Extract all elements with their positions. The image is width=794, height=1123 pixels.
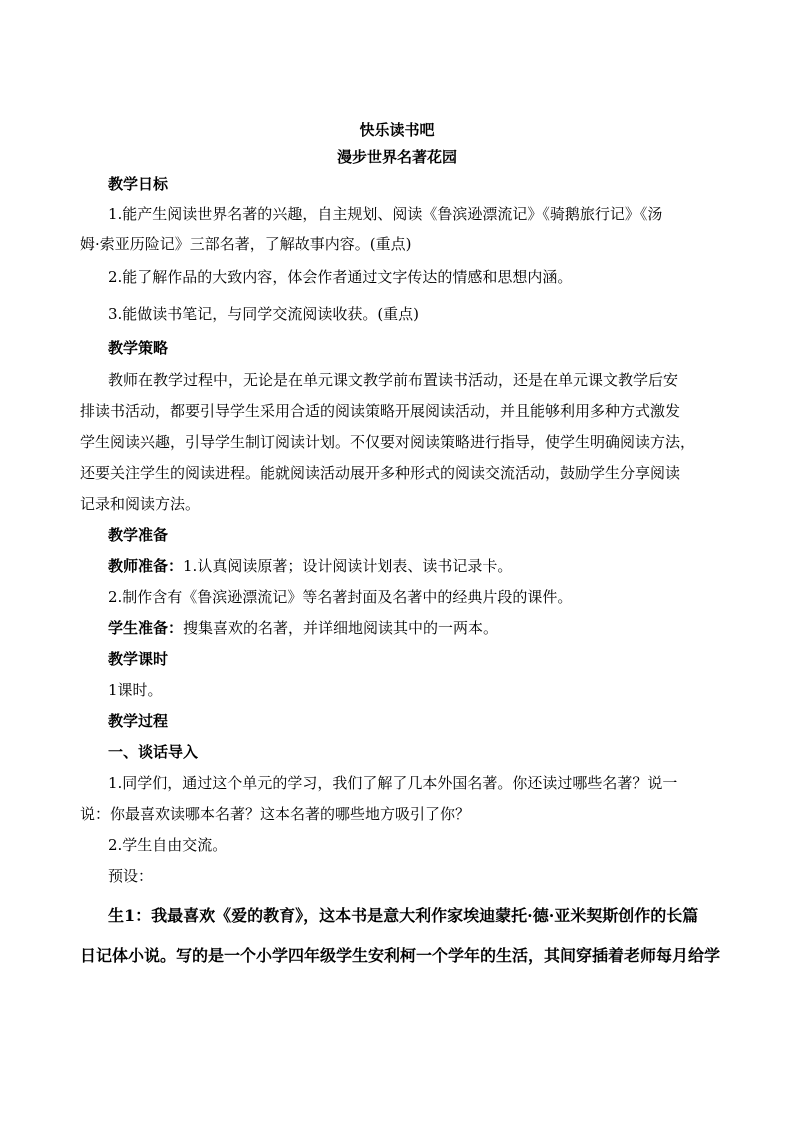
goals-heading: 教学日标	[108, 175, 169, 193]
strategy-line-2: 排读书活动，都要引导学生采用合适的阅读策略开展阅读活动，并且能够利用多种方式激发	[80, 402, 681, 420]
section-1-item-1-line-1: 1.同学们，通过这个单元的学习，我们了解了几本外国名著。你还读过哪些名著？说一	[108, 774, 678, 792]
student-prep	[80, 613, 714, 644]
process-heading: 教学过程	[108, 712, 169, 730]
strategy-heading: 教学策略	[108, 339, 169, 357]
teacher-prep-1	[80, 551, 714, 582]
section-1-item-2: 2.学生自由交流。	[108, 836, 228, 854]
section-1-heading: 一、谈话导入	[108, 743, 199, 761]
hours-heading: 教学课时	[108, 650, 169, 668]
strategy-line-1: 教师在教学过程中，无论是在单元课文教学前布置读书活动，还是在单元课文教学后安	[108, 371, 679, 389]
student-1-line-2: 日记体小说。写的是一个小学四年级学生安利柯一个学年的生活，其间穿插着老师每月给学	[80, 946, 721, 965]
goal-3: 3.能做读书笔记，与同学交流阅读收获。(重点)	[108, 305, 420, 323]
section-1-item-1-line-2: 说：你最喜欢读哪本名著？这本名著的哪些地方吸引了你？	[80, 805, 471, 823]
prep-heading: 教学准备	[108, 526, 169, 544]
teacher-prep-1-text: 1.认真阅读原著；设计阅读计划表、读书记录卡。	[183, 557, 513, 575]
goal-2: 2.能了解作品的大致内容，体会作者通过文字传达的情感和思想内涵。	[108, 268, 573, 286]
strategy-line-3: 学生阅读兴趣，引导学生制订阅读计划。不仅要对阅读策略进行指导，使学生明确阅读方法，	[80, 433, 696, 451]
document-title: 快乐读书吧	[359, 121, 435, 139]
document-subtitle: 漫步世界名著花园	[336, 148, 457, 166]
goal-1-line-1: 1.能产生阅读世界名著的兴趣，自主规划、阅读《鲁滨逊漂流记》《骑鹅旅行记》《汤	[108, 205, 663, 223]
student-prep-text: 搜集喜欢的名著，并详细地阅读其中的一两本。	[183, 619, 499, 637]
teacher-prep-2: 2.制作含有《鲁滨逊漂流记》等名著封面及名著中的经典片段的课件。	[108, 588, 573, 606]
student-prep-label: 学生准备：	[108, 619, 184, 637]
strategy-line-4: 还要关注学生的阅读进程。能就阅读活动展开多种形式的阅读交流活动，鼓励学生分享阅读	[80, 464, 681, 482]
goal-1-line-2: 姆·索亚历险记》三部名著，了解故事内容。(重点)	[80, 235, 412, 253]
hours-text: 1课时。	[108, 681, 163, 699]
teacher-prep-label: 教师准备：	[108, 557, 184, 575]
strategy-line-5: 记录和阅读方法。	[80, 495, 201, 513]
preset-label: 预设：	[108, 867, 154, 885]
student-1-line-1: 生1：我最喜欢《爱的教育》，这本书是意大利作家埃迪蒙托·德·亚米契斯创作的长篇	[108, 906, 699, 925]
